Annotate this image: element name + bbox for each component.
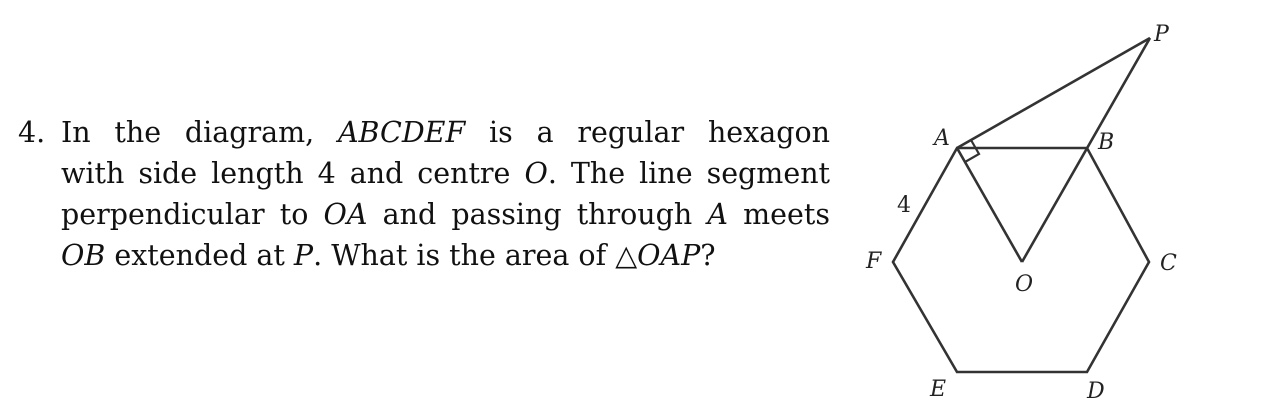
hexagon-diagram-svg <box>860 20 1190 410</box>
label-point-p: P <box>1154 22 1169 47</box>
problem-line-2 <box>18 153 830 194</box>
problem-line-4 <box>18 235 830 276</box>
hexagon-diagram <box>860 20 1190 410</box>
side-length-label: 4 <box>897 193 911 218</box>
problem-text-line-2 <box>61 153 830 194</box>
text-segment: extended at <box>105 239 294 272</box>
math-expression: A <box>707 198 728 231</box>
problem-text-line-1 <box>61 112 830 153</box>
problem-statement <box>18 112 830 276</box>
math-expression: OAP <box>637 239 701 272</box>
label-vertex-e: E <box>930 377 947 402</box>
label-vertex-c: C <box>1160 251 1177 276</box>
text-segment: meets <box>728 198 830 231</box>
math-expression: ABCDEF <box>337 116 466 149</box>
segment-oa <box>957 148 1022 262</box>
label-vertex-d: D <box>1087 379 1105 404</box>
text-segment: . What is the area of △ <box>313 239 638 272</box>
text-segment: In the diagram, <box>61 116 338 149</box>
math-expression: OB <box>61 239 106 272</box>
math-expression: O <box>524 157 548 190</box>
problem-line-1 <box>18 112 830 153</box>
label-vertex-f: F <box>866 249 882 274</box>
label-center-o: O <box>1015 272 1034 297</box>
text-segment: and passing through <box>367 198 708 231</box>
segment-ap <box>957 38 1150 148</box>
problem-text-line-4 <box>61 235 830 276</box>
text-segment: . The line segment <box>547 157 831 190</box>
math-expression: OA <box>323 198 368 231</box>
problem-text-line-3 <box>61 194 830 235</box>
text-segment: with side length 4 and centre <box>61 157 525 190</box>
text-segment: ? <box>700 239 716 272</box>
label-vertex-a: A <box>934 126 950 151</box>
label-vertex-b: B <box>1098 130 1115 155</box>
problem-number: 4. <box>18 116 46 149</box>
text-segment: is a regular hexagon <box>465 116 830 149</box>
problem-line-3 <box>18 194 830 235</box>
math-expression: P <box>293 239 314 272</box>
text-segment: perpendicular to <box>61 198 324 231</box>
